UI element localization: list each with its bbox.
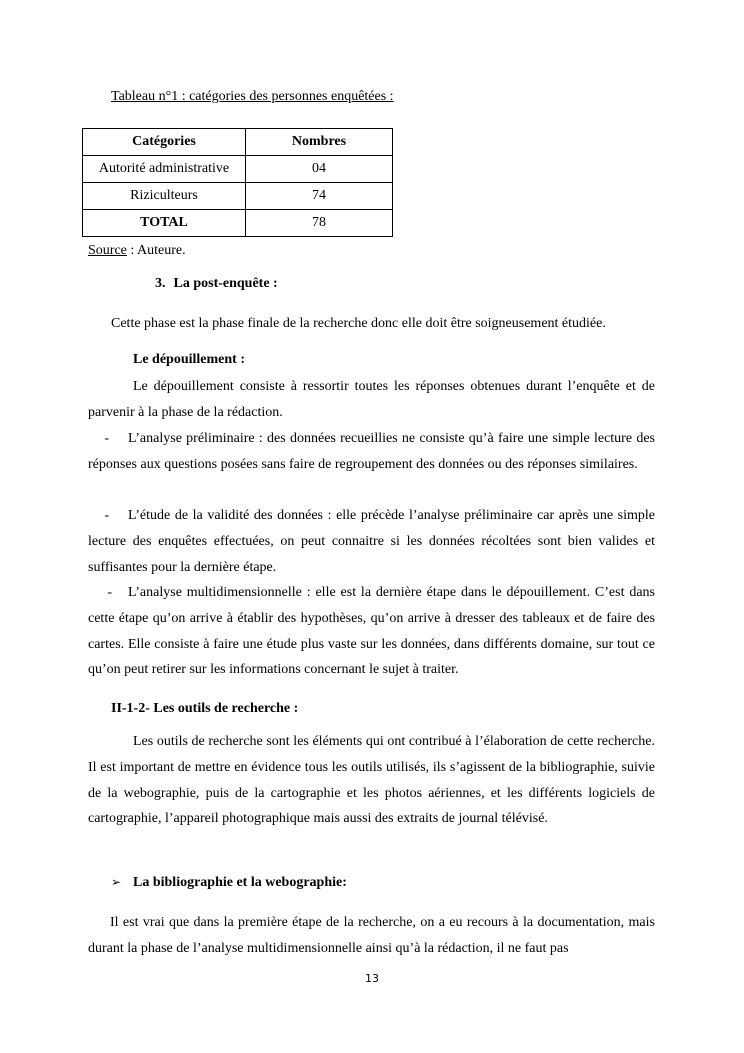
section-number: 3. [155,276,166,291]
table-cell: 74 [246,183,393,210]
section-title: La post-enquête : [173,276,278,291]
list-item [88,426,655,478]
biblio-paragraph: Il est vrai que dans la première étape de la recherche, on a eu recours à la documentation, mais durant la phase de l’analyse multidimensionnelle ainsi qu’à la rédaction, il ne faut pas [88,915,655,956]
dash-bullet: - [107,585,112,600]
source-text: : Auteure. [126,243,186,258]
table-cell: Riziculteurs [83,183,246,210]
table-cell: TOTAL [83,210,246,237]
outils-heading: II-1-2- Les outils de recherche : [111,701,299,716]
source-label: Source [88,243,127,258]
table-source [88,243,186,259]
biblio-heading [111,875,347,891]
depouillement-intro: Le dépouillement consiste à ressortir toutes les réponses obtenues durant l’enquête et de parvenir à la phase de la rédaction. [88,379,655,420]
table-row-total [83,210,393,237]
list-item [88,580,655,683]
depouillement-heading: Le dépouillement : [133,352,245,367]
dash-bullet: - [104,431,109,446]
list-item-text: L’analyse préliminaire : des données recueillies ne consiste qu’à faire une simple lecture des réponses aux questions posées sans faire de regroupement des données ou des réponses similaires. [88,431,655,472]
list-item-text: L’étude de la validité des données : elle précède l’analyse préliminaire car après une simple lecture des enquêtes effectuées, on peut connaitre si les données récoltées sont bien valides et suffisantes pour la dernière étape. [88,508,655,575]
list-item [88,503,655,580]
paragraph-phase: Cette phase est la phase finale de la recherche donc elle doit être soigneusement étudiée. [111,316,606,331]
dash-bullet: - [104,508,109,523]
table-cell: 78 [246,210,393,237]
outils-paragraph: Les outils de recherche sont les éléments qui ont contribué à l’élaboration de cette recherche. Il est important de mettre en évidence tous les outils utilisés, ils s’agissent de la bibliographie, suivie de la webographie, puis de la cartographie et les photos aériennes, et les différents logiciels de cartographie, l’appareil photographique mais aussi des extraits de journal télévisé. [88,734,655,827]
page-number: 13 [365,972,379,985]
categories-table [82,128,393,237]
table-caption: Tableau n°1 : catégories des personnes enquêtées : [111,89,394,104]
arrow-bullet-icon: ➢ [111,875,122,889]
table-header-categories: Catégories [83,129,246,156]
biblio-heading-text: La bibliographie et la webographie: [133,875,347,890]
table-cell: 04 [246,156,393,183]
table-row [83,183,393,210]
section-heading [155,276,278,292]
table-header-row [83,129,393,156]
table-row [83,156,393,183]
table-cell: Autorité administrative [83,156,246,183]
list-item-text: L’analyse multidimensionnelle : elle est la dernière étape dans le dépouillement. C’est dans cette étape qu’on arrive à établir des hypothèses, qu’on arrive à dresser des tableaux et de faire des cartes. Elle consiste à faire une étude plus vaste sur les données, dans différents domaine, sur tout ce qu’on peut retirer sur les informations concernant le sujet à traiter. [88,585,655,678]
table-header-nombres: Nombres [246,129,393,156]
